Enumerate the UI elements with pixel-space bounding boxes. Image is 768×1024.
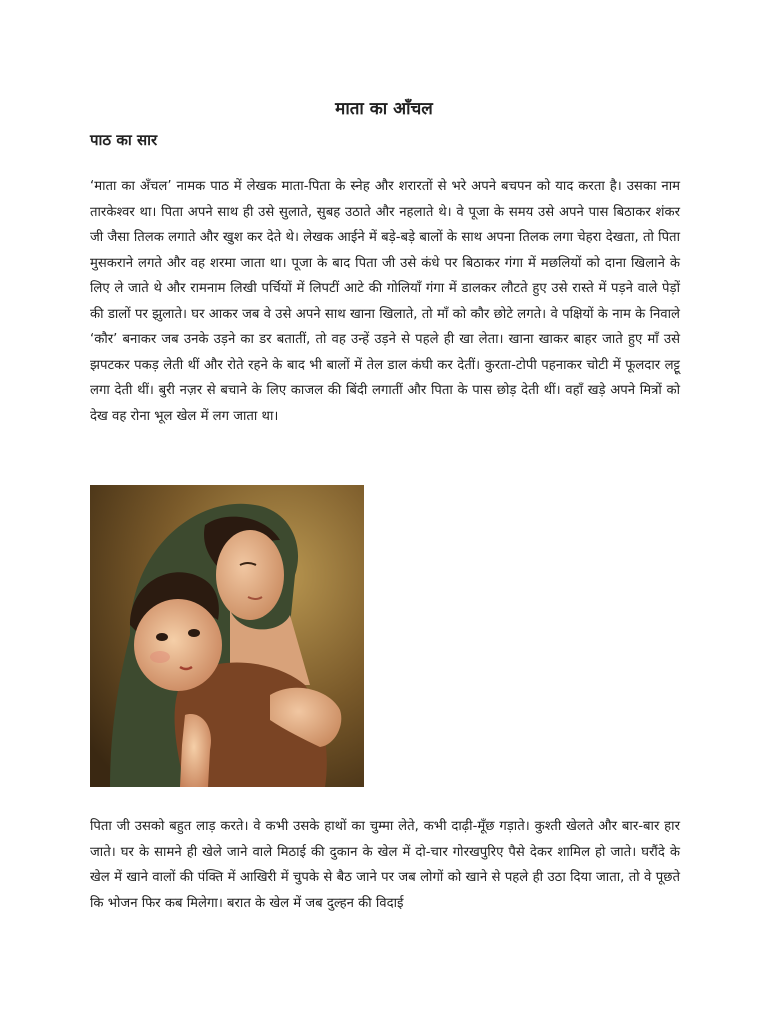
- paragraph-2: पिता जी उसको बहुत लाड़ करते। वे कभी उसके हाथों का चुम्मा लेते, कभी दाढ़ी-मूँछ गड़ाते। कुश्ती खेलते और बार-बार हार जाते। घर के सामने ही खेले जाने वाले मिठाई की दुकान के खेल में दो-चार गोरखपुरिए पैसे देकर शामिल हो जाते। घरौंदे के खेल में खाने वालों की पंक्ति में आखिरी में चुपके से बैठ जाने पर जब लोगों को खाने से पहले ही उठा दिया जाता, तो वे पूछते कि भोजन फिर कब मिलेगा। बरात के खेल में जब दुल्हन की विदाई: [90, 819, 680, 911]
- mother-child-painting: [90, 485, 364, 787]
- page-title: माता का आँचल: [335, 99, 433, 119]
- section-heading: पाठ का सार: [90, 131, 158, 149]
- paragraph-1: ‘माता का अँचल’ नामक पाठ में लेखक माता-पिता के स्नेह और शरारतों से भरे अपने बचपन को याद करता है। उसका नाम तारकेश्वर था। पिता अपने साथ ही उसे सुलाते, सुबह उठाते और नहलाते थे। वे पूजा के समय उसे अपने पास बिठाकर शंकर जी जैसा तिलक लगाते और खुश कर देते थे। लेखक आईने में बड़े-बड़े बालों के साथ अपना तिलक लगा चेहरा देखता, तो पिता मुसकराने लगते और वह शरमा जाता था। पूजा के बाद पिता जी उसे कंधे पर बिठाकर गंगा में मछलियों को दाना खिलाने के लिए ले जाते थे और रामनाम लिखी पर्चियों में लिपटीं आटे की गोलियाँ गंगा में डालकर लौटते हुए उसे रास्ते में पड़ने वाले पेड़ों की डालों पर झुलाते। घर आकर जब वे उसे अपने साथ खाना खिलाते, तो माँ को कौर छोटे लगते। वे पक्षियों के नाम के निवाले ‘कौर’ बनाकर जब उनके उड़ने का डर बतातीं, तो वह उन्हें उड़ने से पहले ही खा लेता। खाना खाकर बाहर जाते हुए माँ उसे झपटकर पकड़ लेती थीं और रोते रहने के बाद भी बालों में तेल डाल कंघी कर देतीं। कुरता-टोपी पहनाकर चोटी में फूलदार लट्टू लगा देती थीं। बुरी नज़र से बचाने के लिए काजल की बिंदी लगातीं और पिता के पास छोड़ देती थीं। वहाँ खड़े अपने मित्रों को देख वह रोना भूल खेल में लग जाता था।: [90, 179, 680, 424]
